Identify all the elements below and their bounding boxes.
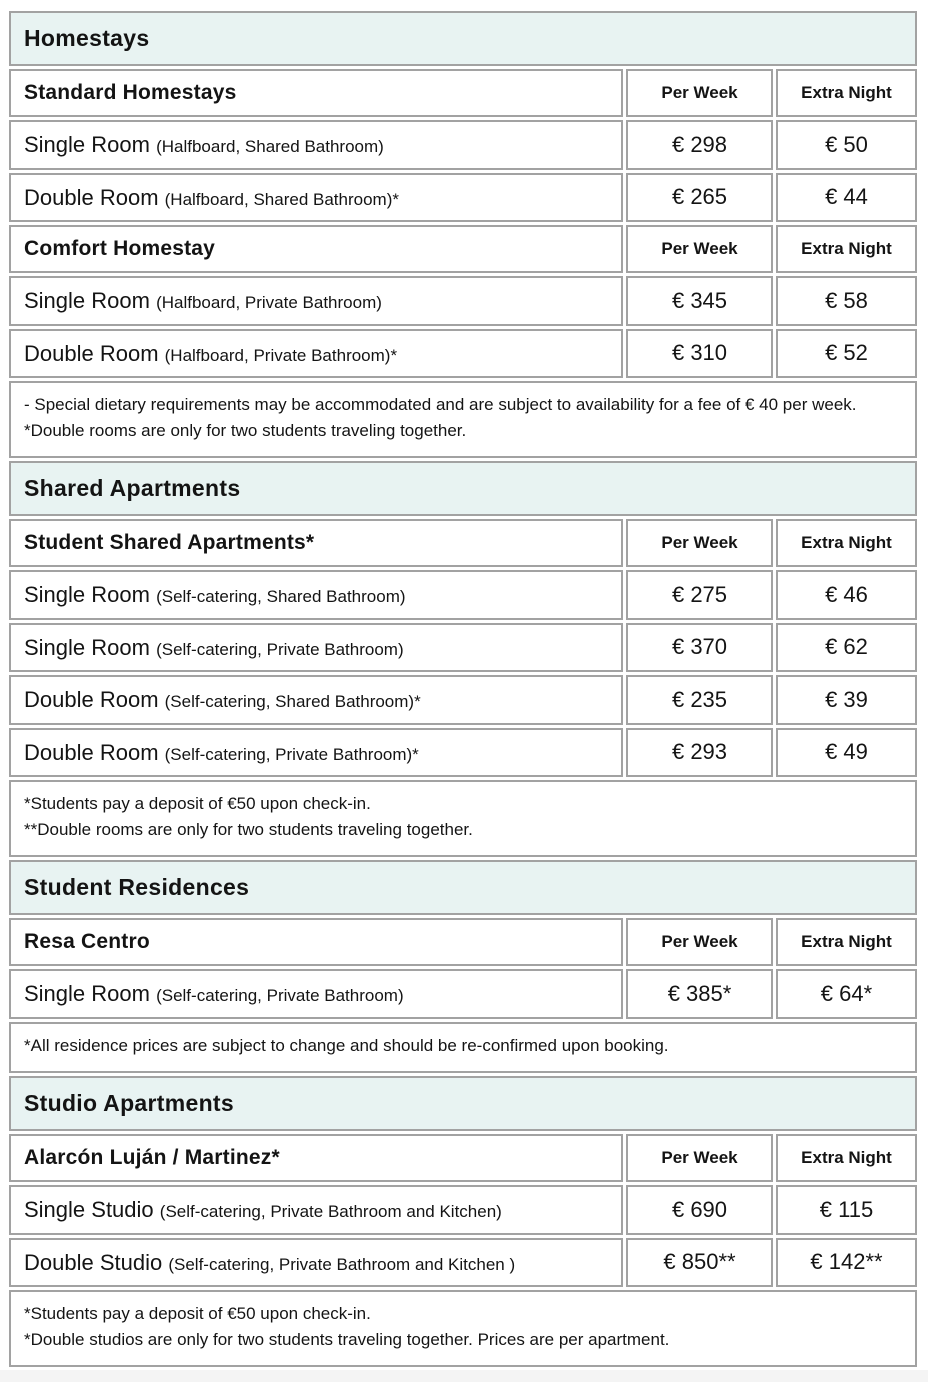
section-header-studio-apartments: Studio Apartments: [9, 1076, 917, 1131]
subtable-title-resa-centro: Resa Centro: [9, 918, 623, 966]
price-per-week: € 293: [626, 728, 773, 778]
notes-cell: [9, 381, 917, 458]
column-header-per-week: Per Week: [626, 1134, 773, 1182]
table-row: [9, 675, 917, 725]
column-header-per-week: Per Week: [626, 69, 773, 117]
room-detail: (Halfboard, Shared Bathroom)*: [164, 189, 399, 209]
room-detail: (Halfboard, Private Bathroom): [156, 293, 382, 312]
table-row: [9, 173, 917, 223]
note-line: *All residence prices are subject to change and should be re-confirmed upon booking.: [24, 1035, 669, 1055]
room-cell: [9, 276, 623, 326]
room-label: Double Studio: [24, 1249, 163, 1275]
room-label: Single Room: [24, 288, 150, 313]
subtable-header-row: [9, 918, 917, 966]
room-detail: (Self-catering, Private Bathroom and Kitchen): [159, 1202, 502, 1221]
room-label: Double Room: [24, 184, 159, 210]
price-extra-night: € 50: [776, 120, 917, 170]
subtable-header-row: [9, 519, 917, 567]
price-extra-night: € 46: [776, 570, 917, 620]
subtable-header-row: [9, 1134, 917, 1182]
room-detail: (Halfboard, Shared Bathroom): [156, 137, 384, 156]
note-line: - Special dietary requirements may be accommodated and are subject to availability for a fee of € 40 per week.: [24, 395, 857, 414]
price-per-week: € 235: [626, 675, 773, 725]
table-row: [9, 623, 917, 673]
note-line: *Students pay a deposit of €50 upon check-in.: [24, 794, 371, 813]
price-extra-night: € 52: [776, 329, 917, 379]
room-label: Single Studio: [24, 1197, 154, 1222]
subtable-title-comfort-homestay: Comfort Homestay: [9, 225, 623, 273]
column-header-per-week: Per Week: [626, 918, 773, 966]
price-per-week: € 690: [626, 1185, 773, 1235]
room-cell: [9, 120, 623, 170]
subtable-header-row: [9, 225, 917, 273]
accommodation-pricing-table: [6, 8, 920, 1370]
note-line: **Double rooms are only for two students traveling together.: [24, 819, 473, 839]
subtable-title-student-shared-apartments: Student Shared Apartments*: [9, 519, 623, 567]
table-row: [9, 728, 917, 778]
price-per-week: € 275: [626, 570, 773, 620]
room-detail: (Self-catering, Private Bathroom)*: [164, 744, 419, 764]
section-header-student-residences: Student Residences: [9, 860, 917, 915]
notes-row: [9, 1290, 917, 1367]
note-line: *Students pay a deposit of €50 upon check-in.: [24, 1304, 371, 1323]
price-per-week: € 310: [626, 329, 773, 379]
subtable-title-standard-homestays: Standard Homestays: [9, 69, 623, 117]
note-line: *Double rooms are only for two students traveling together.: [24, 420, 467, 440]
notes-row: [9, 780, 917, 857]
table-row: [9, 329, 917, 379]
notes-row: [9, 1022, 917, 1074]
note-line: *Double studios are only for two students traveling together. Prices are per apartment.: [24, 1329, 670, 1349]
room-detail: (Self-catering, Private Bathroom): [156, 639, 404, 659]
room-detail: (Self-catering, Private Bathroom): [156, 986, 404, 1005]
column-header-extra-night: Extra Night: [776, 69, 917, 117]
notes-cell: [9, 1022, 917, 1074]
room-cell: [9, 969, 623, 1019]
room-cell: [9, 570, 623, 620]
room-cell: [9, 173, 623, 223]
subtable-title-alarcon-lujan-martinez: Alarcón Luján / Martinez*: [9, 1134, 623, 1182]
room-cell: [9, 728, 623, 778]
room-detail: (Self-catering, Shared Bathroom)*: [164, 692, 421, 711]
room-cell: [9, 1185, 623, 1235]
table-row: [9, 276, 917, 326]
price-extra-night: € 62: [776, 623, 917, 673]
room-label: Double Room: [24, 340, 159, 366]
column-header-extra-night: Extra Night: [776, 1134, 917, 1182]
room-detail: (Self-catering, Shared Bathroom): [156, 587, 406, 606]
room-detail: (Self-catering, Private Bathroom and Kitchen ): [168, 1254, 516, 1274]
page-bottom-edge: [0, 1370, 928, 1382]
room-label: Double Room: [24, 687, 159, 712]
room-label: Single Room: [24, 634, 150, 660]
price-per-week: € 298: [626, 120, 773, 170]
room-label: Single Room: [24, 132, 150, 157]
column-header-extra-night: Extra Night: [776, 918, 917, 966]
price-per-week: € 345: [626, 276, 773, 326]
price-per-week: € 370: [626, 623, 773, 673]
price-extra-night: € 44: [776, 173, 917, 223]
section-header-shared-apartments: Shared Apartments: [9, 461, 917, 516]
room-label: Double Room: [24, 739, 159, 765]
price-extra-night: € 142**: [776, 1238, 917, 1288]
notes-cell: [9, 780, 917, 857]
price-extra-night: € 58: [776, 276, 917, 326]
section-row-homestays: [9, 11, 917, 66]
table-row: [9, 969, 917, 1019]
table-row: [9, 1185, 917, 1235]
column-header-extra-night: Extra Night: [776, 519, 917, 567]
section-row-studio-apartments: [9, 1076, 917, 1131]
notes-row: [9, 381, 917, 458]
subtable-header-row: [9, 69, 917, 117]
room-cell: [9, 1238, 623, 1288]
table-row: [9, 570, 917, 620]
room-detail: (Halfboard, Private Bathroom)*: [164, 345, 398, 365]
section-header-homestays: Homestays: [9, 11, 917, 66]
price-extra-night: € 39: [776, 675, 917, 725]
table-row: [9, 120, 917, 170]
price-extra-night: € 115: [776, 1185, 917, 1235]
room-label: Single Room: [24, 981, 150, 1006]
table-row: [9, 1238, 917, 1288]
column-header-per-week: Per Week: [626, 519, 773, 567]
room-cell: [9, 623, 623, 673]
price-extra-night: € 49: [776, 728, 917, 778]
room-label: Single Room: [24, 582, 150, 607]
notes-cell: [9, 1290, 917, 1367]
room-cell: [9, 329, 623, 379]
price-per-week: € 385*: [626, 969, 773, 1019]
price-per-week: € 850**: [626, 1238, 773, 1288]
section-row-shared-apartments: [9, 461, 917, 516]
room-cell: [9, 675, 623, 725]
column-header-per-week: Per Week: [626, 225, 773, 273]
price-extra-night: € 64*: [776, 969, 917, 1019]
column-header-extra-night: Extra Night: [776, 225, 917, 273]
section-row-student-residences: [9, 860, 917, 915]
price-per-week: € 265: [626, 173, 773, 223]
